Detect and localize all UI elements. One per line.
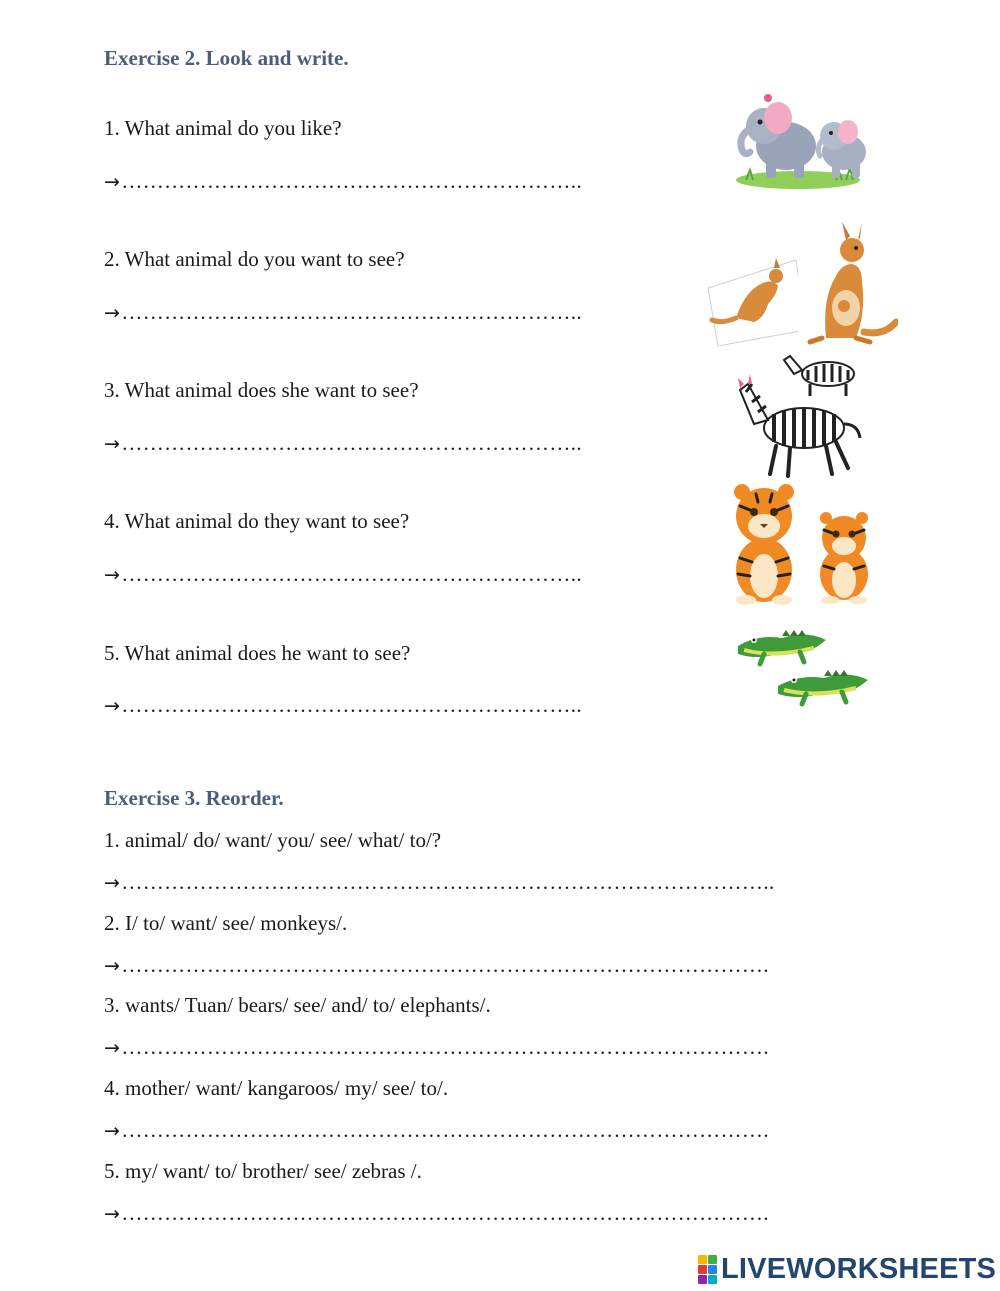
ex3-answer-line-5[interactable] <box>104 1201 769 1226</box>
arrow-icon: → <box>104 1120 121 1142</box>
ex2-question-5: 5. What animal does he want to see? <box>104 641 411 665</box>
answer-dots: ……………………………………………………….. <box>121 431 583 455</box>
answer-dots: ……………………………………………………….. <box>121 693 583 717</box>
ex2-answer-line-3[interactable] <box>104 431 582 456</box>
arrow-icon: → <box>104 695 121 717</box>
ex2-answer-line-2[interactable] <box>104 300 582 325</box>
elephants-icon <box>726 88 886 190</box>
ex3-question-3: 3. wants/ Tuan/ bears/ see/ and/ to/ elephants/. <box>104 993 491 1017</box>
answer-dots: ……………………………………………………….. <box>121 169 583 193</box>
ex3-question-1: 1. animal/ do/ want/ you/ see/ what/ to/? <box>104 828 442 852</box>
ex3-answer-line-4[interactable] <box>104 1118 769 1143</box>
arrow-icon: → <box>104 1037 121 1059</box>
ex3-question-5: 5. my/ want/ to/ brother/ see/ zebras /. <box>104 1159 422 1183</box>
answer-dots: ……………………………………………………….. <box>121 300 583 324</box>
answer-dots: ……………………………………………………….. <box>121 562 583 586</box>
arrow-icon: → <box>104 564 121 586</box>
ex3-answer-line-3[interactable] <box>104 1035 769 1060</box>
exercise-3-title: Exercise 3. Reorder. <box>104 786 284 810</box>
answer-dots: ………………………………………………………………………………. <box>121 1201 769 1225</box>
arrow-icon: → <box>104 955 121 977</box>
arrow-icon: → <box>104 872 121 894</box>
arrow-icon: → <box>104 433 121 455</box>
logo-text: LIVEWORKSHEETS <box>721 1252 997 1285</box>
ex3-answer-line-2[interactable] <box>104 953 769 978</box>
ex3-question-4: 4. mother/ want/ kangaroos/ my/ see/ to/. <box>104 1076 449 1100</box>
logo-mark-icon <box>698 1255 717 1284</box>
exercise-2-title: Exercise 2. Look and write. <box>104 46 349 70</box>
ex3-question-2: 2. I/ to/ want/ see/ monkeys/. <box>104 911 348 935</box>
ex2-question-4: 4. What animal do they want to see? <box>104 509 410 533</box>
zebras-icon <box>732 348 868 482</box>
answer-dots: ………………………………………………………………………………. <box>121 953 769 977</box>
ex2-question-1: 1. What animal do you like? <box>104 116 342 140</box>
ex3-answer-line-1[interactable] <box>104 870 775 895</box>
liveworksheets-logo <box>698 1252 996 1286</box>
answer-dots: ………………………………………………………………………………. <box>121 1035 769 1059</box>
ex2-answer-line-4[interactable] <box>104 562 582 587</box>
arrow-icon: → <box>104 302 121 324</box>
answer-dots: ………………………………………………………………………………. <box>121 1118 769 1142</box>
kangaroos-icon <box>706 218 898 346</box>
ex2-question-3: 3. What animal does she want to see? <box>104 378 419 402</box>
arrow-icon: → <box>104 1203 121 1225</box>
tigers-icon <box>726 482 878 606</box>
ex2-answer-line-5[interactable] <box>104 693 582 718</box>
arrow-icon: → <box>104 171 121 193</box>
answer-dots: ……………………………………………………………………………….. <box>121 870 775 894</box>
ex2-answer-line-1[interactable] <box>104 169 582 194</box>
ex2-question-2: 2. What animal do you want to see? <box>104 247 405 271</box>
crocodiles-icon <box>734 620 870 710</box>
